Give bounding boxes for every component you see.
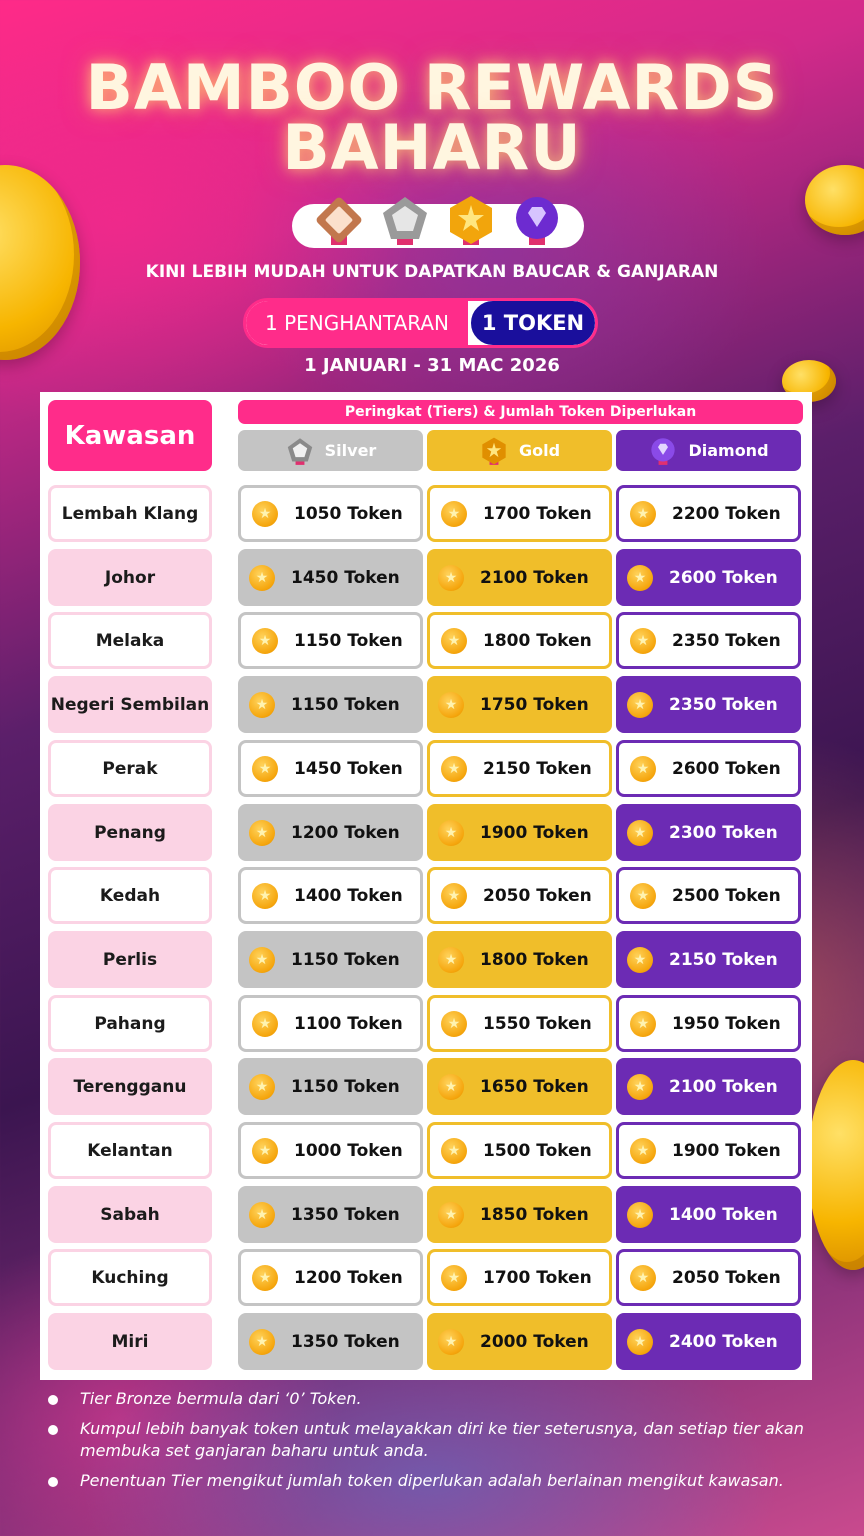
token-amount: 1150 Token: [294, 630, 403, 651]
diamond-token-cell: [616, 549, 801, 606]
gold-token-cell: [427, 1249, 612, 1306]
region-column-header: Kawasan: [48, 400, 212, 471]
tier-header-label: Silver: [324, 441, 377, 460]
coin-icon: ★: [630, 1265, 656, 1291]
region-cell: Terengganu: [48, 1058, 212, 1115]
coin-icon: ★: [627, 1329, 653, 1355]
exchange-left-label: 1 PENGHANTARAN: [246, 301, 468, 345]
token-amount: 2050 Token: [483, 885, 592, 906]
coin-icon: ★: [438, 820, 464, 846]
silver-token-cell: [238, 931, 423, 988]
diamond-token-cell: [616, 867, 801, 924]
token-amount: 1700 Token: [483, 1267, 592, 1288]
notes-list: [48, 1388, 828, 1500]
token-amount: 2350 Token: [669, 694, 778, 715]
table-row: [40, 1186, 812, 1243]
token-amount: 1950 Token: [672, 1013, 781, 1034]
token-amount: 1150 Token: [291, 694, 400, 715]
token-amount: 1150 Token: [291, 1076, 400, 1097]
region-cell: Penang: [48, 804, 212, 861]
token-amount: 1550 Token: [483, 1013, 592, 1034]
gold-medal-icon: [479, 436, 509, 466]
coin-icon: ★: [441, 756, 467, 782]
diamond-medal-icon: [648, 436, 678, 466]
diamond-token-cell: [616, 612, 801, 669]
note-item: Tier Bronze bermula dari ‘0’ Token.: [48, 1388, 828, 1410]
bronze-medal-icon: [312, 193, 366, 247]
diamond-medal-icon: [510, 193, 564, 247]
coin-icon: ★: [249, 1329, 275, 1355]
token-amount: 2400 Token: [669, 1331, 778, 1352]
token-amount: 1800 Token: [483, 630, 592, 651]
coin-icon: ★: [252, 501, 278, 527]
gold-medal-icon: [444, 193, 498, 247]
silver-token-cell: [238, 1186, 423, 1243]
coin-icon: ★: [441, 1138, 467, 1164]
diamond-token-cell: [616, 1058, 801, 1115]
title-line-2: BAHARU: [282, 111, 582, 184]
region-cell: Johor: [48, 549, 212, 606]
gold-token-cell: [427, 1313, 612, 1370]
token-amount: 2050 Token: [672, 1267, 781, 1288]
token-amount: 2150 Token: [483, 758, 592, 779]
silver-token-cell: [238, 740, 423, 797]
coin-icon: ★: [252, 756, 278, 782]
table-row: [40, 867, 812, 924]
silver-medal-icon: [285, 436, 315, 466]
gold-token-cell: [427, 867, 612, 924]
diamond-token-cell: [616, 931, 801, 988]
region-cell: Negeri Sembilan: [48, 676, 212, 733]
token-amount: 1050 Token: [294, 503, 403, 524]
table-row: [40, 1058, 812, 1115]
silver-token-cell: [238, 485, 423, 542]
silver-token-cell: [238, 1313, 423, 1370]
coin-icon: ★: [627, 820, 653, 846]
coin-icon: ★: [630, 501, 656, 527]
token-amount: 1900 Token: [480, 822, 589, 843]
gold-token-cell: [427, 1058, 612, 1115]
gold-token-cell: [427, 676, 612, 733]
token-amount: 1100 Token: [294, 1013, 403, 1034]
coin-icon: ★: [630, 1011, 656, 1037]
tier-header-diamond: [616, 430, 801, 471]
diamond-token-cell: [616, 1249, 801, 1306]
gold-token-cell: [427, 995, 612, 1052]
table-row: [40, 740, 812, 797]
coin-icon: ★: [441, 1265, 467, 1291]
coin-icon: ★: [441, 1011, 467, 1037]
coin-icon: ★: [627, 565, 653, 591]
gold-token-cell: [427, 612, 612, 669]
coin-icon: ★: [630, 1138, 656, 1164]
token-amount: 2500 Token: [672, 885, 781, 906]
coin-icon: ★: [630, 883, 656, 909]
gold-token-cell: [427, 485, 612, 542]
diamond-token-cell: [616, 1186, 801, 1243]
token-amount: 2200 Token: [672, 503, 781, 524]
token-amount: 1500 Token: [483, 1140, 592, 1161]
table-row: [40, 804, 812, 861]
diamond-token-cell: [616, 995, 801, 1052]
token-amount: 1800 Token: [480, 949, 589, 970]
coin-icon: ★: [249, 692, 275, 718]
title-line-1: BAMBOO REWARDS: [85, 51, 779, 124]
token-amount: 2100 Token: [480, 567, 589, 588]
silver-token-cell: [238, 612, 423, 669]
coin-icon: ★: [627, 947, 653, 973]
token-amount: 1750 Token: [480, 694, 589, 715]
token-amount: 1700 Token: [483, 503, 592, 524]
coin-icon: ★: [252, 1011, 278, 1037]
coin-icon: ★: [441, 628, 467, 654]
silver-token-cell: [238, 676, 423, 733]
coin-icon: ★: [438, 1329, 464, 1355]
silver-token-cell: [238, 1249, 423, 1306]
token-amount: 1350 Token: [291, 1331, 400, 1352]
token-amount: 2600 Token: [672, 758, 781, 779]
coin-icon: ★: [438, 565, 464, 591]
gold-token-cell: [427, 1122, 612, 1179]
gold-token-cell: [427, 931, 612, 988]
coin-icon: ★: [249, 565, 275, 591]
token-amount: 1900 Token: [672, 1140, 781, 1161]
region-cell: Perlis: [48, 931, 212, 988]
table-row: [40, 1122, 812, 1179]
gold-token-cell: [427, 804, 612, 861]
region-cell: Kelantan: [48, 1122, 212, 1179]
token-amount: 2300 Token: [669, 822, 778, 843]
silver-token-cell: [238, 1058, 423, 1115]
exchange-right-label: 1 TOKEN: [468, 298, 598, 348]
token-amount: 1650 Token: [480, 1076, 589, 1097]
token-amount: 2350 Token: [672, 630, 781, 651]
exchange-rate-pill: [243, 298, 598, 348]
silver-token-cell: [238, 995, 423, 1052]
diamond-token-cell: [616, 740, 801, 797]
silver-medal-icon: [378, 193, 432, 247]
silver-token-cell: [238, 867, 423, 924]
token-amount: 1000 Token: [294, 1140, 403, 1161]
region-cell: Perak: [48, 740, 212, 797]
region-cell: Pahang: [48, 995, 212, 1052]
coin-icon: ★: [630, 756, 656, 782]
table-row: [40, 931, 812, 988]
coin-icon: ★: [249, 947, 275, 973]
region-cell: Miri: [48, 1313, 212, 1370]
token-amount: 1400 Token: [669, 1204, 778, 1225]
diamond-token-cell: [616, 1122, 801, 1179]
coin-icon: ★: [627, 1202, 653, 1228]
gold-token-cell: [427, 549, 612, 606]
token-amount: 1200 Token: [291, 822, 400, 843]
coin-icon: ★: [252, 1138, 278, 1164]
coin-icon: ★: [441, 501, 467, 527]
coin-icon: ★: [630, 628, 656, 654]
silver-token-cell: [238, 549, 423, 606]
table-row: [40, 1249, 812, 1306]
coin-icon: ★: [438, 1202, 464, 1228]
table-row: [40, 995, 812, 1052]
table-row: [40, 549, 812, 606]
diamond-token-cell: [616, 804, 801, 861]
region-cell: Melaka: [48, 612, 212, 669]
tier-header-label: Diamond: [688, 441, 769, 460]
table-row: [40, 676, 812, 733]
token-amount: 1450 Token: [294, 758, 403, 779]
token-amount: 2150 Token: [669, 949, 778, 970]
table-row: [40, 612, 812, 669]
tier-medals-bar: [292, 204, 584, 248]
silver-token-cell: [238, 804, 423, 861]
tier-header-silver: [238, 430, 423, 471]
campaign-dates: 1 JANUARI - 31 MAC 2026: [304, 355, 560, 376]
coin-icon: ★: [252, 1265, 278, 1291]
token-amount: 1850 Token: [480, 1204, 589, 1225]
coin-icon: ★: [252, 883, 278, 909]
decorative-coin-bottom-right: [808, 1060, 864, 1270]
diamond-token-cell: [616, 485, 801, 542]
silver-token-cell: [238, 1122, 423, 1179]
coin-icon: ★: [249, 1202, 275, 1228]
coin-icon: ★: [249, 1074, 275, 1100]
diamond-token-cell: [616, 1313, 801, 1370]
token-amount: 1150 Token: [291, 949, 400, 970]
region-cell: Kedah: [48, 867, 212, 924]
coin-icon: ★: [441, 883, 467, 909]
token-amount: 1400 Token: [294, 885, 403, 906]
page-title: [0, 51, 864, 184]
subtitle: KINI LEBIH MUDAH UNTUK DAPATKAN BAUCAR & GANJARAN: [145, 262, 719, 282]
table-row: [40, 1313, 812, 1370]
table-row: [40, 485, 812, 542]
gold-token-cell: [427, 1186, 612, 1243]
tier-table: [40, 392, 812, 1380]
coin-icon: ★: [627, 1074, 653, 1100]
diamond-token-cell: [616, 676, 801, 733]
token-amount: 1200 Token: [294, 1267, 403, 1288]
note-item: Penentuan Tier mengikut jumlah token diperlukan adalah berlainan mengikut kawasan.: [48, 1470, 828, 1492]
coin-icon: ★: [627, 692, 653, 718]
note-item: Kumpul lebih banyak token untuk melayakkan diri ke tier seterusnya, dan setiap tier akan membuka set ganjaran baharu untuk anda.: [48, 1418, 828, 1462]
coin-icon: ★: [249, 820, 275, 846]
tiers-header: Peringkat (Tiers) & Jumlah Token Diperlukan: [238, 400, 803, 424]
token-amount: 2600 Token: [669, 567, 778, 588]
token-amount: 1350 Token: [291, 1204, 400, 1225]
coin-icon: ★: [438, 1074, 464, 1100]
gold-token-cell: [427, 740, 612, 797]
token-amount: 2100 Token: [669, 1076, 778, 1097]
coin-icon: ★: [438, 947, 464, 973]
token-amount: 2000 Token: [480, 1331, 589, 1352]
region-cell: Lembah Klang: [48, 485, 212, 542]
tier-header-gold: [427, 430, 612, 471]
coin-icon: ★: [252, 628, 278, 654]
tier-header-label: Gold: [518, 441, 561, 460]
region-cell: Kuching: [48, 1249, 212, 1306]
token-amount: 1450 Token: [291, 567, 400, 588]
coin-icon: ★: [438, 692, 464, 718]
region-cell: Sabah: [48, 1186, 212, 1243]
